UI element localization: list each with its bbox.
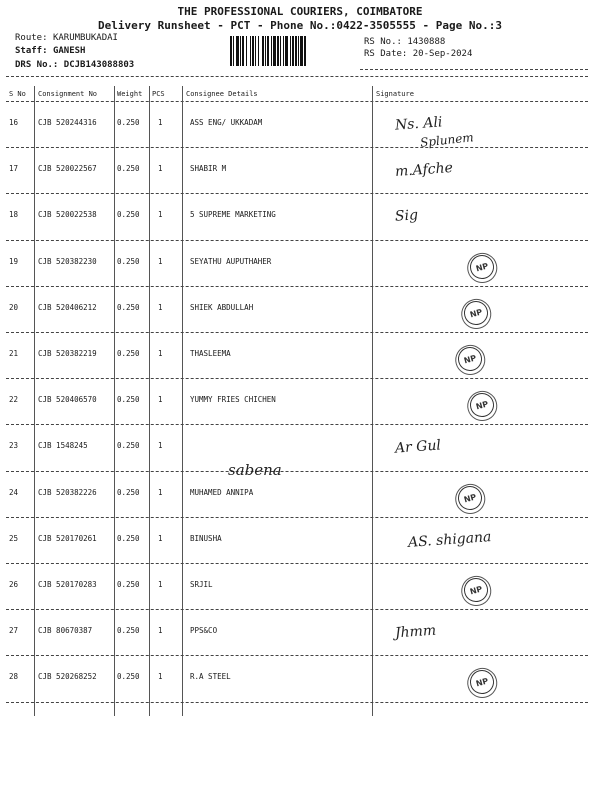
row-pcs: 1 bbox=[158, 487, 163, 497]
delivery-stamp: NP bbox=[461, 298, 490, 327]
delivery-stamp: NP bbox=[467, 390, 496, 419]
row-pcs: 1 bbox=[158, 210, 163, 220]
row-consignee-details: PPS&CO bbox=[190, 626, 218, 636]
row-rule bbox=[6, 609, 588, 610]
row-weight: 0.250 bbox=[117, 626, 140, 636]
row-rule bbox=[6, 424, 588, 425]
row-consignment: CJB 520268252 bbox=[38, 672, 97, 682]
row-sno: 25 bbox=[9, 533, 19, 543]
row-rule bbox=[6, 147, 588, 148]
drs-line bbox=[15, 60, 134, 70]
col-weight: Weight bbox=[117, 90, 143, 98]
row-weight: 0.250 bbox=[117, 256, 140, 266]
row-sno: 18 bbox=[9, 210, 19, 220]
row-sno: 24 bbox=[9, 487, 19, 497]
row-weight: 0.250 bbox=[117, 487, 140, 497]
handwritten-note: Splunem bbox=[419, 130, 475, 150]
column-divider bbox=[114, 86, 115, 716]
row-sno: 17 bbox=[9, 164, 19, 174]
row-weight: 0.250 bbox=[117, 672, 140, 682]
row-consignee-details: BINUSHA bbox=[190, 533, 222, 543]
row-rule bbox=[6, 702, 588, 703]
row-consignment: CJB 80670387 bbox=[38, 626, 93, 636]
row-sno: 23 bbox=[9, 441, 19, 451]
row-sno: 20 bbox=[9, 302, 19, 312]
delivery-stamp: NP bbox=[467, 668, 496, 697]
row-consignment: CJB 520382219 bbox=[38, 349, 97, 358]
row-weight: 0.250 bbox=[117, 395, 140, 405]
handwritten-name: sabena bbox=[228, 461, 282, 479]
row-weight: 0.250 bbox=[117, 441, 140, 451]
row-consignment: CJB 520170283 bbox=[38, 580, 97, 589]
row-pcs: 1 bbox=[158, 164, 163, 174]
row-rule bbox=[6, 517, 588, 518]
row-rule bbox=[6, 240, 588, 241]
delivery-stamp: NP bbox=[455, 483, 484, 512]
drs-value: DCJB143088803 bbox=[63, 60, 135, 70]
company-name: THE PROFESSIONAL COURIERS, COIMBATORE bbox=[177, 5, 423, 18]
row-sno: 27 bbox=[9, 626, 19, 636]
col-details: Consignee Details bbox=[186, 90, 258, 98]
header-rule-right bbox=[360, 69, 588, 70]
rs-number: RS No.: 1430888 bbox=[364, 37, 446, 47]
signature: m.Afche bbox=[394, 160, 454, 181]
row-pcs: 1 bbox=[158, 256, 163, 266]
row-weight: 0.250 bbox=[117, 118, 140, 127]
row-pcs: 1 bbox=[158, 626, 163, 636]
row-sno: 21 bbox=[9, 349, 19, 358]
row-rule bbox=[6, 378, 588, 379]
route-label: Route: bbox=[15, 33, 48, 43]
row-rule bbox=[6, 332, 588, 333]
row-consignment: CJB 520022567 bbox=[38, 164, 97, 174]
row-sno: 19 bbox=[9, 256, 19, 266]
col-pcs: PCS bbox=[152, 90, 165, 98]
delivery-stamp: NP bbox=[467, 252, 496, 281]
row-consignment: CJB 520022538 bbox=[38, 210, 97, 220]
row-consignment: CJB 520170261 bbox=[38, 533, 97, 543]
signature: Jhmm bbox=[394, 622, 437, 642]
row-weight: 0.250 bbox=[117, 533, 140, 543]
row-consignment: CJB 520406212 bbox=[38, 302, 97, 312]
row-consignment: CJB 520406570 bbox=[38, 395, 97, 405]
row-pcs: 1 bbox=[158, 395, 163, 405]
delivery-stamp: NP bbox=[455, 344, 484, 373]
row-consignee-details: 5 SUPREME MARKETING bbox=[190, 210, 276, 220]
row-consignee-details: R.A STEEL bbox=[190, 672, 231, 682]
col-sno: S No bbox=[9, 90, 26, 98]
row-weight: 0.250 bbox=[117, 210, 140, 220]
row-pcs: 1 bbox=[158, 672, 163, 682]
row-consignee-details: SRJIL bbox=[190, 580, 213, 589]
column-divider bbox=[182, 86, 183, 716]
row-consignee-details: YUMMY FRIES CHICHEN bbox=[190, 395, 276, 405]
col-consignment: Consignment No bbox=[38, 90, 98, 98]
staff-line bbox=[15, 46, 85, 56]
signature: Sig bbox=[394, 207, 419, 226]
row-consignee-details: SEYATHU AUPUTHAHER bbox=[190, 256, 272, 266]
row-rule bbox=[6, 286, 588, 287]
col-signature: Signature bbox=[376, 90, 414, 98]
row-pcs: 1 bbox=[158, 441, 163, 451]
column-divider bbox=[149, 86, 150, 716]
route-value: KARUMBUKADAI bbox=[52, 33, 118, 43]
signature: Ns. Ali bbox=[394, 114, 443, 134]
row-consignment: CJB 520244316 bbox=[38, 118, 97, 127]
signature: Ar Gul bbox=[394, 437, 442, 457]
rs-date: RS Date: 20-Sep-2024 bbox=[364, 49, 473, 59]
row-consignee-details: SHABIR M bbox=[190, 164, 227, 174]
row-weight: 0.250 bbox=[117, 349, 140, 358]
delivery-stamp: NP bbox=[461, 575, 490, 604]
column-header-rule bbox=[6, 101, 588, 102]
row-pcs: 1 bbox=[158, 349, 163, 358]
staff-value: GANESH bbox=[52, 46, 86, 56]
drs-label: DRS No.: bbox=[15, 60, 59, 70]
route-line bbox=[15, 33, 118, 43]
row-consignee-details: SHIEK ABDULLAH bbox=[190, 302, 254, 312]
row-pcs: 1 bbox=[158, 118, 163, 127]
staff-label: Staff: bbox=[15, 46, 48, 56]
row-pcs: 1 bbox=[158, 580, 163, 589]
row-weight: 0.250 bbox=[117, 580, 140, 589]
row-pcs: 1 bbox=[158, 533, 163, 543]
row-sno: 28 bbox=[9, 672, 19, 682]
row-consignee-details: MUHAMED ANNIPA bbox=[190, 487, 254, 497]
row-sno: 26 bbox=[9, 580, 19, 589]
runsheet-title: Delivery Runsheet - PCT - Phone No.:0422-3505555 - Page No.:3 bbox=[98, 19, 502, 32]
row-consignment: CJB 520382230 bbox=[38, 256, 97, 266]
row-consignment: CJB 1548245 bbox=[38, 441, 88, 451]
row-weight: 0.250 bbox=[117, 164, 140, 174]
row-sno: 22 bbox=[9, 395, 19, 405]
row-rule bbox=[6, 655, 588, 656]
row-weight: 0.250 bbox=[117, 302, 140, 312]
row-pcs: 1 bbox=[158, 302, 163, 312]
row-sno: 16 bbox=[9, 118, 19, 127]
row-rule bbox=[6, 193, 588, 194]
header-rule bbox=[6, 76, 588, 77]
row-consignee-details: ASS ENG/ UKKADAM bbox=[190, 118, 263, 127]
signature: AS. shigana bbox=[407, 528, 492, 551]
row-rule bbox=[6, 563, 588, 564]
row-consignee-details: THASLEEMA bbox=[190, 349, 231, 358]
column-divider bbox=[34, 86, 35, 716]
barcode-bar bbox=[306, 36, 308, 66]
row-consignment: CJB 520382226 bbox=[38, 487, 97, 497]
row-rule bbox=[6, 471, 588, 472]
column-divider bbox=[372, 86, 373, 716]
barcode bbox=[230, 36, 356, 66]
